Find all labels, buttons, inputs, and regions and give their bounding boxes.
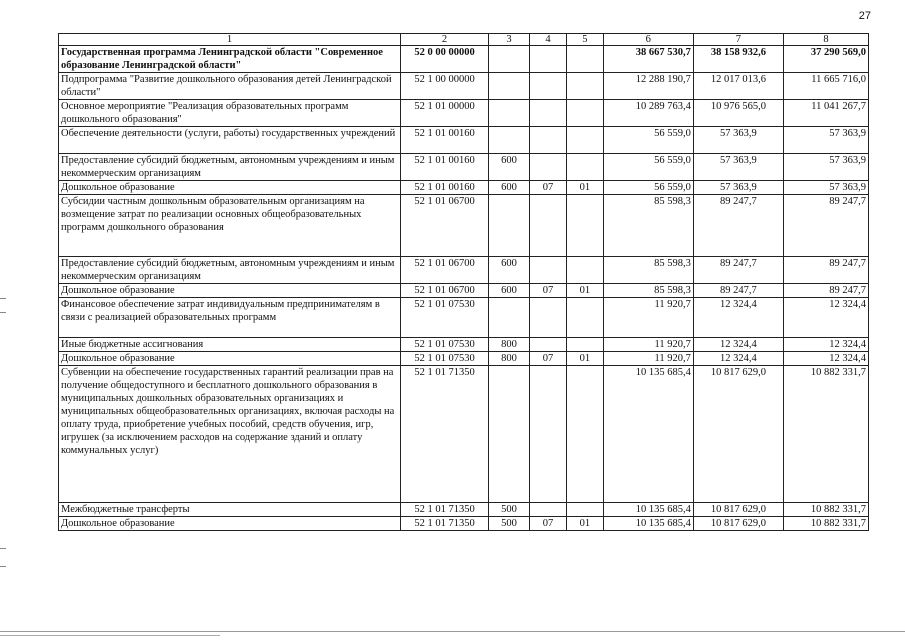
amount-year2-cell: 10 817 629,0 <box>693 503 783 517</box>
column-number-row <box>59 34 869 46</box>
amount-year2-cell: 89 247,7 <box>693 195 783 257</box>
amount-year2-cell: 12 324,4 <box>693 352 783 366</box>
expense-type-cell <box>489 100 530 127</box>
table-row <box>59 257 869 284</box>
amount-year1-cell: 10 135 685,4 <box>603 503 693 517</box>
budget-table <box>58 33 869 531</box>
amount-year3-cell: 10 882 331,7 <box>783 366 868 503</box>
expense-type-cell <box>489 195 530 257</box>
target-article-cell: 52 1 01 71350 <box>401 366 489 503</box>
section-cell <box>530 366 567 503</box>
amount-year2-cell: 12 017 013,6 <box>693 73 783 100</box>
expense-type-cell: 500 <box>489 503 530 517</box>
table-row <box>59 284 869 298</box>
target-article-cell: 52 1 01 07530 <box>401 338 489 352</box>
row-name-cell: Финансовое обеспечение затрат индивидуальным предпринимателям в связи с реализацией образовательных программ <box>59 298 401 338</box>
subsection-cell <box>566 503 603 517</box>
margin-tick <box>0 548 6 549</box>
subsection-cell <box>566 338 603 352</box>
column-header: 4 <box>530 34 567 46</box>
amount-year3-cell: 89 247,7 <box>783 284 868 298</box>
section-cell <box>530 73 567 100</box>
amount-year2-cell: 10 976 565,0 <box>693 100 783 127</box>
row-name-cell: Подпрограмма "Развитие дошкольного образования детей Ленинградской области" <box>59 73 401 100</box>
subsection-cell: 01 <box>566 284 603 298</box>
table-row <box>59 352 869 366</box>
subsection-cell <box>566 154 603 181</box>
column-header: 7 <box>693 34 783 46</box>
amount-year2-cell: 57 363,9 <box>693 181 783 195</box>
table-row <box>59 46 869 73</box>
amount-year2-cell: 12 324,4 <box>693 298 783 338</box>
amount-year1-cell: 11 920,7 <box>603 338 693 352</box>
table-body <box>59 46 869 531</box>
amount-year3-cell: 12 324,4 <box>783 338 868 352</box>
target-article-cell: 52 1 01 71350 <box>401 503 489 517</box>
amount-year2-cell: 57 363,9 <box>693 127 783 154</box>
amount-year3-cell: 12 324,4 <box>783 352 868 366</box>
row-name-cell: Предоставление субсидий бюджетным, автономным учреждениям и иным некоммерческим организациям <box>59 154 401 181</box>
row-name-cell: Государственная программа Ленинградской области "Современное образование Ленинградской области" <box>59 46 401 73</box>
table-row <box>59 366 869 503</box>
amount-year1-cell: 10 135 685,4 <box>603 517 693 531</box>
target-article-cell: 52 1 01 71350 <box>401 517 489 531</box>
table-row <box>59 503 869 517</box>
amount-year1-cell: 56 559,0 <box>603 127 693 154</box>
subsection-cell <box>566 298 603 338</box>
target-article-cell: 52 1 01 07530 <box>401 352 489 366</box>
table-row <box>59 154 869 181</box>
row-name-cell: Дошкольное образование <box>59 284 401 298</box>
amount-year1-cell: 85 598,3 <box>603 257 693 284</box>
subsection-cell: 01 <box>566 181 603 195</box>
amount-year2-cell: 38 158 932,6 <box>693 46 783 73</box>
amount-year2-cell: 10 817 629,0 <box>693 366 783 503</box>
amount-year3-cell: 10 882 331,7 <box>783 517 868 531</box>
amount-year1-cell: 56 559,0 <box>603 181 693 195</box>
target-article-cell: 52 1 01 00000 <box>401 100 489 127</box>
subsection-cell: 01 <box>566 352 603 366</box>
section-cell: 07 <box>530 352 567 366</box>
amount-year1-cell: 11 920,7 <box>603 298 693 338</box>
row-name-cell: Субсидии частным дошкольным образовательным организациям на возмещение затрат по реализации основных общеобразовательных программ дошкольного образования <box>59 195 401 257</box>
row-name-cell: Дошкольное образование <box>59 352 401 366</box>
row-name-cell: Дошкольное образование <box>59 517 401 531</box>
amount-year3-cell: 11 041 267,7 <box>783 100 868 127</box>
target-article-cell: 52 1 01 00160 <box>401 127 489 154</box>
amount-year3-cell: 57 363,9 <box>783 181 868 195</box>
amount-year3-cell: 89 247,7 <box>783 195 868 257</box>
expense-type-cell: 600 <box>489 284 530 298</box>
amount-year2-cell: 10 817 629,0 <box>693 517 783 531</box>
page-number: 27 <box>858 10 871 22</box>
subsection-cell <box>566 46 603 73</box>
table-row <box>59 298 869 338</box>
row-name-cell: Дошкольное образование <box>59 181 401 195</box>
amount-year2-cell: 57 363,9 <box>693 154 783 181</box>
row-name-cell: Предоставление субсидий бюджетным, автономным учреждениям и иным некоммерческим организациям <box>59 257 401 284</box>
subsection-cell <box>566 195 603 257</box>
amount-year1-cell: 38 667 530,7 <box>603 46 693 73</box>
amount-year3-cell: 57 363,9 <box>783 154 868 181</box>
subsection-cell: 01 <box>566 517 603 531</box>
column-header: 3 <box>489 34 530 46</box>
table-row <box>59 73 869 100</box>
row-name-cell: Иные бюджетные ассигнования <box>59 338 401 352</box>
target-article-cell: 52 1 00 00000 <box>401 73 489 100</box>
page-bottom-rule-short <box>0 635 220 636</box>
expense-type-cell: 800 <box>489 352 530 366</box>
expense-type-cell <box>489 73 530 100</box>
margin-tick <box>0 312 6 313</box>
margin-tick <box>0 298 6 299</box>
target-article-cell: 52 1 01 00160 <box>401 181 489 195</box>
margin-tick <box>0 566 6 567</box>
section-cell: 07 <box>530 517 567 531</box>
expense-type-cell <box>489 46 530 73</box>
target-article-cell: 52 0 00 00000 <box>401 46 489 73</box>
column-header: 8 <box>783 34 868 46</box>
column-header: 2 <box>401 34 489 46</box>
amount-year1-cell: 56 559,0 <box>603 154 693 181</box>
expense-type-cell: 600 <box>489 181 530 195</box>
section-cell <box>530 298 567 338</box>
table-row <box>59 100 869 127</box>
subsection-cell <box>566 366 603 503</box>
column-header: 5 <box>566 34 603 46</box>
row-name-cell: Межбюджетные трансферты <box>59 503 401 517</box>
section-cell <box>530 257 567 284</box>
target-article-cell: 52 1 01 06700 <box>401 257 489 284</box>
target-article-cell: 52 1 01 07530 <box>401 298 489 338</box>
expense-type-cell: 500 <box>489 517 530 531</box>
amount-year1-cell: 12 288 190,7 <box>603 73 693 100</box>
amount-year3-cell: 57 363,9 <box>783 127 868 154</box>
section-cell: 07 <box>530 284 567 298</box>
section-cell <box>530 100 567 127</box>
column-header: 6 <box>603 34 693 46</box>
section-cell <box>530 195 567 257</box>
row-name-cell: Обеспечение деятельности (услуги, работы) государственных учреждений <box>59 127 401 154</box>
amount-year1-cell: 10 135 685,4 <box>603 366 693 503</box>
amount-year1-cell: 11 920,7 <box>603 352 693 366</box>
expense-type-cell <box>489 298 530 338</box>
subsection-cell <box>566 73 603 100</box>
amount-year3-cell: 37 290 569,0 <box>783 46 868 73</box>
section-cell <box>530 503 567 517</box>
expense-type-cell: 800 <box>489 338 530 352</box>
section-cell <box>530 46 567 73</box>
expense-type-cell <box>489 127 530 154</box>
table-row <box>59 517 869 531</box>
target-article-cell: 52 1 01 06700 <box>401 284 489 298</box>
table-row <box>59 338 869 352</box>
amount-year2-cell: 89 247,7 <box>693 257 783 284</box>
subsection-cell <box>566 127 603 154</box>
table-row <box>59 195 869 257</box>
row-name-cell: Субвенции на обеспечение государственных гарантий реализации прав на получение общедоступного и бесплатного дошкольного образования в муниципальных дошкольных образовательных организациях и муниципальных общеобразовательных организациях, включая расходы на оплату труда, приобретение учебных пособий, средств обучения, игр, игрушек (за исключением расходов на содержание зданий и оплату коммунальных услуг) <box>59 366 401 503</box>
row-name-cell: Основное мероприятие "Реализация образовательных программ дошкольного образования" <box>59 100 401 127</box>
amount-year3-cell: 12 324,4 <box>783 298 868 338</box>
amount-year2-cell: 89 247,7 <box>693 284 783 298</box>
amount-year1-cell: 10 289 763,4 <box>603 100 693 127</box>
section-cell <box>530 127 567 154</box>
subsection-cell <box>566 100 603 127</box>
amount-year3-cell: 10 882 331,7 <box>783 503 868 517</box>
section-cell <box>530 154 567 181</box>
table-row <box>59 181 869 195</box>
page-bottom-rule <box>0 631 905 632</box>
amount-year2-cell: 12 324,4 <box>693 338 783 352</box>
section-cell <box>530 338 567 352</box>
expense-type-cell <box>489 366 530 503</box>
amount-year1-cell: 85 598,3 <box>603 195 693 257</box>
expense-type-cell: 600 <box>489 154 530 181</box>
expense-type-cell: 600 <box>489 257 530 284</box>
target-article-cell: 52 1 01 00160 <box>401 154 489 181</box>
scan-margin-marks <box>0 0 12 640</box>
section-cell: 07 <box>530 181 567 195</box>
column-header: 1 <box>59 34 401 46</box>
amount-year1-cell: 85 598,3 <box>603 284 693 298</box>
table-row <box>59 127 869 154</box>
amount-year3-cell: 89 247,7 <box>783 257 868 284</box>
subsection-cell <box>566 257 603 284</box>
target-article-cell: 52 1 01 06700 <box>401 195 489 257</box>
amount-year3-cell: 11 665 716,0 <box>783 73 868 100</box>
